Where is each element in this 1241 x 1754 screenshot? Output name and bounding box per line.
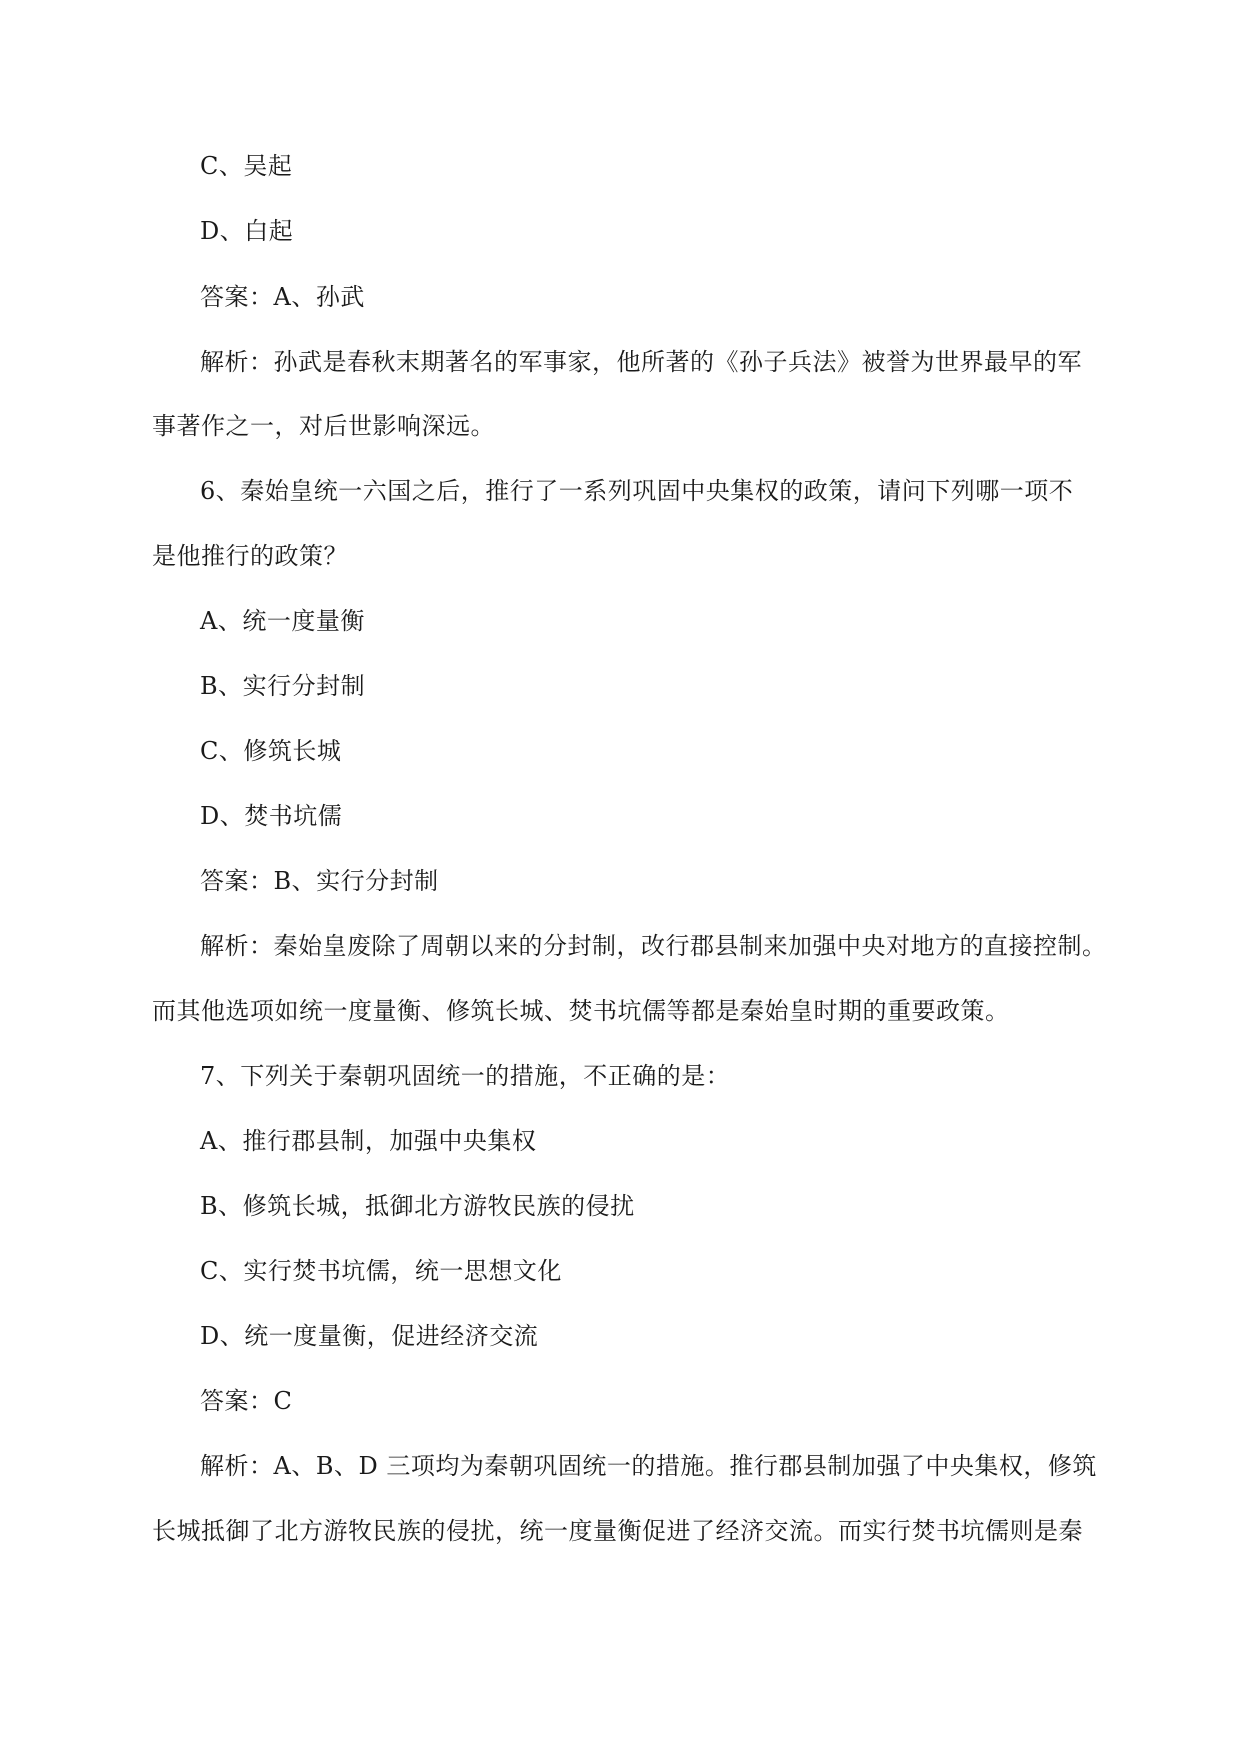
q5-analysis-line-2: 事著作之一，对后世影响深远。 — [152, 412, 495, 440]
q7-analysis-line-1: 解析：A、B、D 三项均为秦朝巩固统一的措施。推行郡县制加强了中央集权，修筑 — [200, 1452, 1097, 1480]
q6-option-c: C、修筑长城 — [200, 737, 342, 765]
q6-option-a: A、统一度量衡 — [200, 607, 365, 635]
q6-question-line-2: 是他推行的政策？ — [152, 542, 348, 570]
q6-question-line-1: 6、秦始皇统一六国之后，推行了一系列巩固中央集权的政策，请问下列哪一项不 — [200, 477, 1074, 505]
q7-question: 7、下列关于秦朝巩固统一的措施，不正确的是： — [200, 1062, 731, 1090]
q5-answer: 答案：A、孙武 — [200, 283, 365, 311]
q7-option-a: A、推行郡县制，加强中央集权 — [200, 1127, 537, 1155]
q5-analysis-line-1: 解析：孙武是春秋末期著名的军事家，他所著的《孙子兵法》被誉为世界最早的军 — [200, 348, 1082, 376]
q6-option-b: B、实行分封制 — [200, 672, 366, 700]
q7-option-b: B、修筑长城，抵御北方游牧民族的侵扰 — [200, 1192, 635, 1220]
q6-analysis-line-2: 而其他选项如统一度量衡、修筑长城、焚书坑儒等都是秦始皇时期的重要政策。 — [152, 997, 1010, 1025]
q6-answer: 答案：B、实行分封制 — [200, 867, 439, 895]
q6-option-d: D、焚书坑儒 — [200, 802, 343, 830]
q7-analysis-line-2: 长城抵御了北方游牧民族的侵扰，统一度量衡促进了经济交流。而实行焚书坑儒则是秦 — [152, 1517, 1083, 1545]
q5-option-d: D、白起 — [200, 217, 294, 245]
q5-option-c: C、吴起 — [200, 152, 293, 180]
q7-option-c: C、实行焚书坑儒，统一思想文化 — [200, 1257, 562, 1285]
q6-analysis-line-1: 解析：秦始皇废除了周朝以来的分封制，改行郡县制来加强中央对地方的直接控制。 — [200, 932, 1107, 960]
q7-answer: 答案：C — [200, 1387, 293, 1415]
q7-option-d: D、统一度量衡，促进经济交流 — [200, 1322, 539, 1350]
